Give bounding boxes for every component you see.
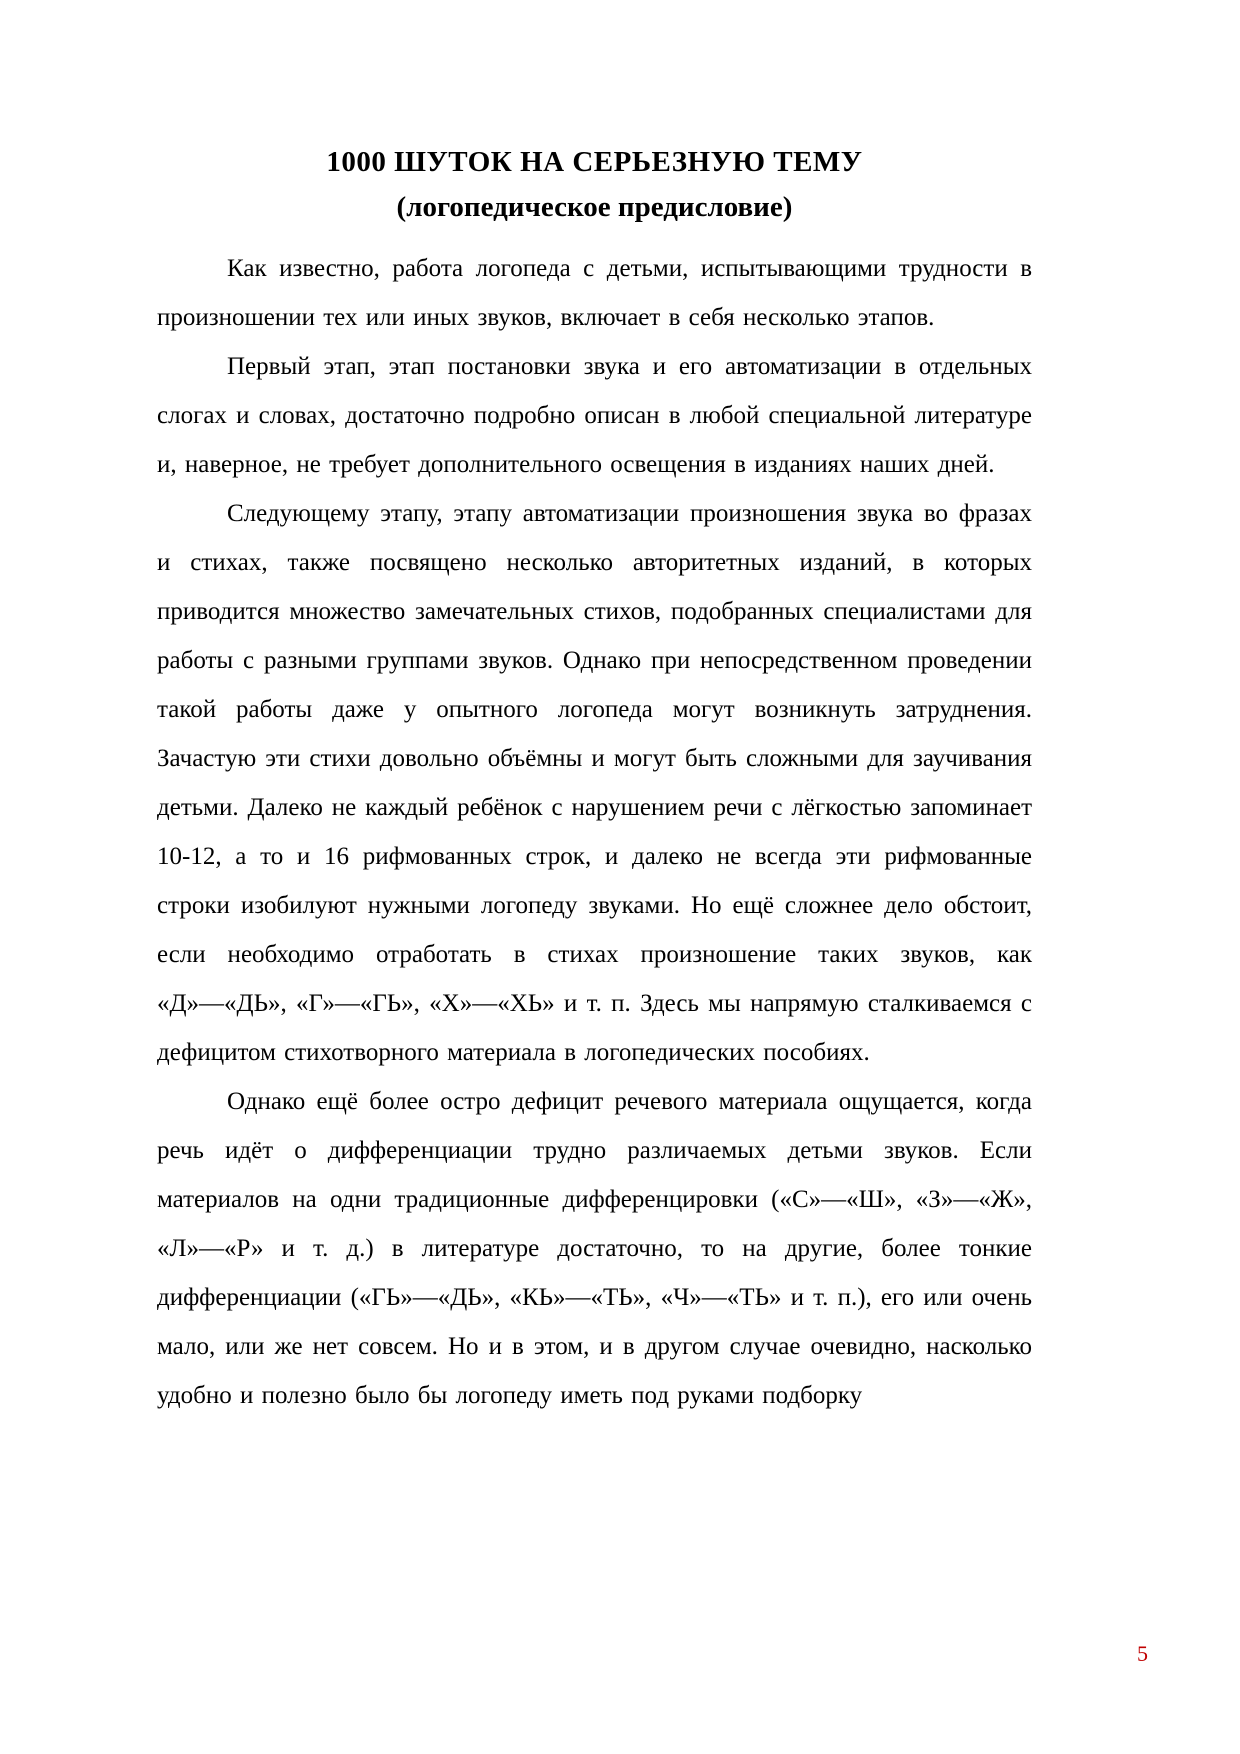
paragraph-2: Первый этап, этап постановки звука и его автоматизации в отдельных слогах и словах, достаточно подробно описан в любой специальной литературе и, наверное, не требует дополнительного освещения в изданиях наших дней. — [157, 353, 1032, 478]
page-number: 5 — [1137, 1641, 1148, 1666]
text-column — [157, 140, 1032, 1420]
paragraph-1: Как известно, работа логопеда с детьми, испытывающими трудности в произношении тех или иных звуков, включает в себя несколько этапов. — [157, 255, 1032, 331]
page-subtitle: (логопедическое предисловие) — [396, 191, 793, 223]
paragraph-3: Следующему этапу, этапу автоматизации произношения звука во фразах и стихах, также посвящено несколько авторитетных изданий, в которых приводится множество замечательных стихов, подобранных специалистами для работы с разными группами звуков. Однако при непосредственном проведении такой работы даже у опытного логопеда могут возникнуть затруднения. Зачастую эти стихи довольно объёмны и могут быть сложными для заучивания детьми. Далеко не каждый ребёнок с нарушением речи с лёгкостью запоминает 10-12, а то и 16 рифмованных строк, и далеко не всегда эти рифмованные строки изобилуют нужными логопеду звуками. Но ещё сложнее дело обстоит, если необходимо отработать в стихах произношение таких звуков, как «Д»—«ДЬ», «Г»—«ГЬ», «Х»—«ХЬ» и т. п. Здесь мы напрямую сталкиваемся с дефицитом стихотворного материала в логопедических пособиях. — [157, 500, 1032, 1066]
page-title: 1000 ШУТОК НА СЕРЬЕЗНУЮ ТЕМУ — [326, 146, 863, 178]
paragraph-4: Однако ещё более остро дефицит речевого материала ощущается, когда речь идёт о дифференциации трудно различаемых детьми звуков. Если материалов на одни традиционные дифференцировки («С»—«Ш», «З»—«Ж», «Л»—«Р» и т. д.) в литературе достаточно, то на другие, более тонкие дифференциации («ГЬ»—«ДЬ», «КЬ»—«ТЬ», «Ч»—«ТЬ» и т. п.), его или очень мало, или же нет совсем. Но и в этом, и в другом случае очевидно, насколько удобно и полезно было бы логопеду иметь под руками подборку — [157, 1088, 1032, 1409]
